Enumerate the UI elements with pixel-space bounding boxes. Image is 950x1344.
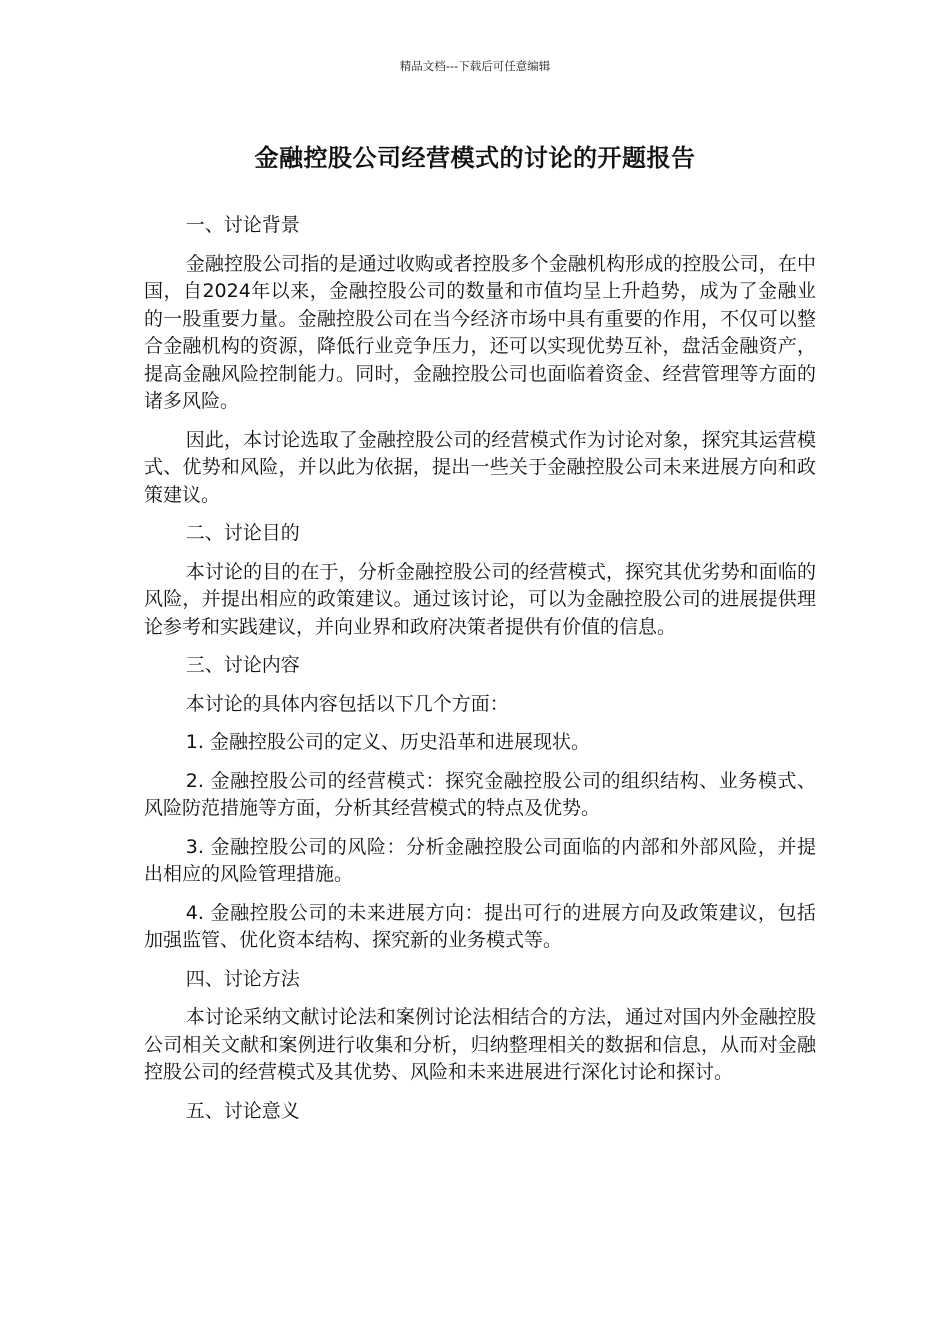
document-body: [144, 212, 816, 1136]
paragraph-background-2: 因此，本讨论选取了金融控股公司的经营模式作为讨论对象，探究其运营模式、优势和风险，并以此为依据，提出一些关于金融控股公司未来进展方向和政策建议。: [144, 428, 816, 506]
paragraph-purpose: 本讨论的目的在于，分析金融控股公司的经营模式，探究其优劣势和面临的风险，并提出相应的政策建议。通过该讨论，可以为金融控股公司的进展提供理论参考和实践建议，并向业界和政府决策者提供有价值的信息。: [144, 560, 816, 638]
section-heading-method: 四、讨论方法: [185, 967, 300, 990]
list-item-4: 4. 金融控股公司的未来进展方向：提出可行的进展方向及政策建议，包括加强监管、优化资本结构、探究新的业务模式等。: [144, 901, 816, 951]
list-item-1: 1. 金融控股公司的定义、历史沿革和进展现状。: [185, 731, 590, 753]
section-heading-content: 三、讨论内容: [185, 654, 300, 676]
section-heading-background: 一、讨论背景: [185, 214, 300, 236]
page-header: 精品文档---下载后可任意编辑: [399, 59, 551, 73]
paragraph-background-1: 金融控股公司指的是通过收购或者控股多个金融机构形成的控股公司，在中国，自2024年以来，金融控股公司的数量和市值均呈上升趋势，成为了金融业的一股重要力量。金融控股公司在当今经济市场中具有重要的作用，不仅可以整合金融机构的资源，降低行业竞争压力，还可以实现优势互补，盘活金融资产，提高金融风险控制能力。同时，金融控股公司也面临着资金、经营管理等方面的诸多风险。: [144, 252, 816, 412]
paragraph-content-intro: 本讨论的具体内容包括以下几个方面：: [185, 692, 509, 715]
document-title: 金融控股公司经营模式的讨论的开题报告: [254, 144, 696, 172]
section-heading-purpose: 二、讨论目的: [185, 522, 300, 544]
section-heading-significance: 五、讨论意义: [185, 1099, 300, 1122]
paragraph-method: 本讨论采纳文献讨论法和案例讨论法相结合的方法，通过对国内外金融控股公司相关文献和案例进行收集和分析，归纳整理相关的数据和信息，从而对金融控股公司的经营模式及其优势、风险和未来进展进行深化讨论和探讨。: [144, 1006, 816, 1083]
list-item-2: 2. 金融控股公司的经营模式：探究金融控股公司的组织结构、业务模式、风险防范措施等方面，分析其经营模式的特点及优势。: [144, 769, 816, 819]
list-item-3: 3. 金融控股公司的风险：分析金融控股公司面临的内部和外部风险，并提出相应的风险管理措施。: [144, 835, 816, 885]
